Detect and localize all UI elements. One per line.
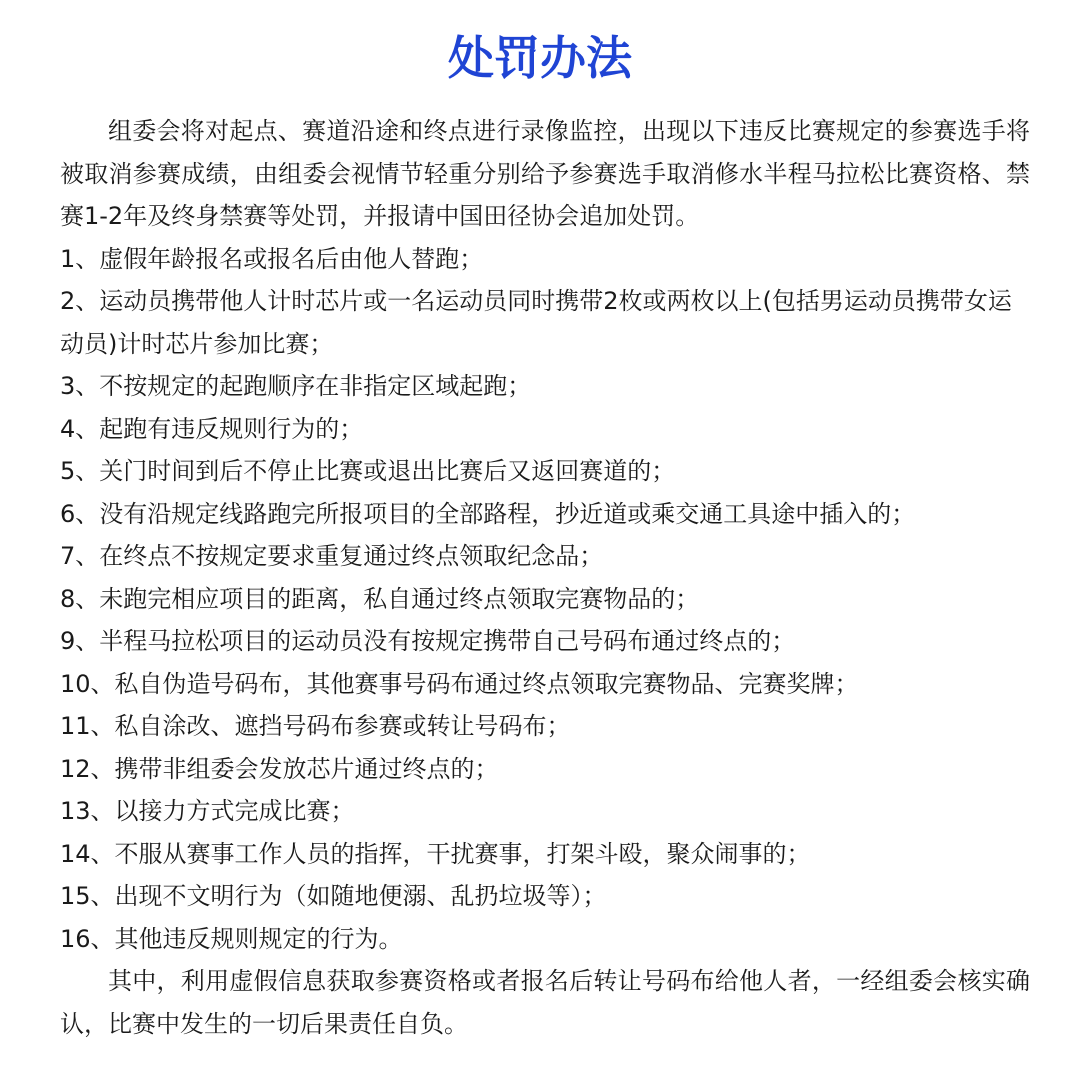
list-item: 14、不服从赛事工作人员的指挥，干扰赛事，打架斗殴，聚众闹事的； <box>60 839 811 868</box>
list-item: 12、携带非组委会发放芯片通过终点的； <box>60 754 499 783</box>
list-item: 2、运动员携带他人计时芯片或一名运动员同时携带2枚或两枚以上(包括男运动员携带女运动员)计时芯片参加比赛； <box>60 287 1012 358</box>
list-item: 1、虚假年龄报名或报名后由他人替跑； <box>60 244 484 273</box>
list-item: 9、半程马拉松项目的运动员没有按规定携带自己号码布通过终点的； <box>60 627 796 655</box>
list-item: 10、私自伪造号码布，其他赛事号码布通过终点领取完赛物品、完赛奖牌； <box>60 669 859 698</box>
page-title: 处罚办法 <box>448 31 632 85</box>
closing-paragraph: 其中，利用虚假信息获取参赛资格或者报名后转让号码布给他人者，一经组委会核实确认，比赛中发生的一切后果责任自负。 <box>60 967 1030 1038</box>
list-item: 4、起跑有违反规则行为的； <box>60 414 364 443</box>
list-item: 5、关门时间到后不停止比赛或退出比赛后又返回赛道的； <box>60 457 676 485</box>
intro-paragraph: 组委会将对起点、赛道沿途和终点进行录像监控，出现以下违反比赛规定的参赛选手将被取消参赛成绩，由组委会视情节轻重分别给予参赛选手取消修水半程马拉松比赛资格、禁赛1-2年及终身禁赛等处罚，并报请中国田径协会追加处罚。 <box>60 117 1030 230</box>
list-item: 11、私自涂改、遮挡号码布参赛或转让号码布； <box>60 712 571 740</box>
list-item: 16、其他违反规则规定的行为。 <box>60 924 403 953</box>
list-item: 3、不按规定的起跑顺序在非指定区域起跑； <box>60 372 532 400</box>
list-item: 8、未跑完相应项目的距离，私自通过终点领取完赛物品的； <box>60 584 700 613</box>
document-body <box>60 110 1030 1045</box>
list-item: 6、没有沿规定线路跑完所报项目的全部路程，抄近道或乘交通工具途中插入的； <box>60 499 916 528</box>
list-item: 7、在终点不按规定要求重复通过终点领取纪念品； <box>60 542 604 570</box>
list-item: 15、出现不文明行为（如随地便溺、乱扔垃圾等）； <box>60 882 607 910</box>
list-item: 13、以接力方式完成比赛； <box>60 797 355 825</box>
